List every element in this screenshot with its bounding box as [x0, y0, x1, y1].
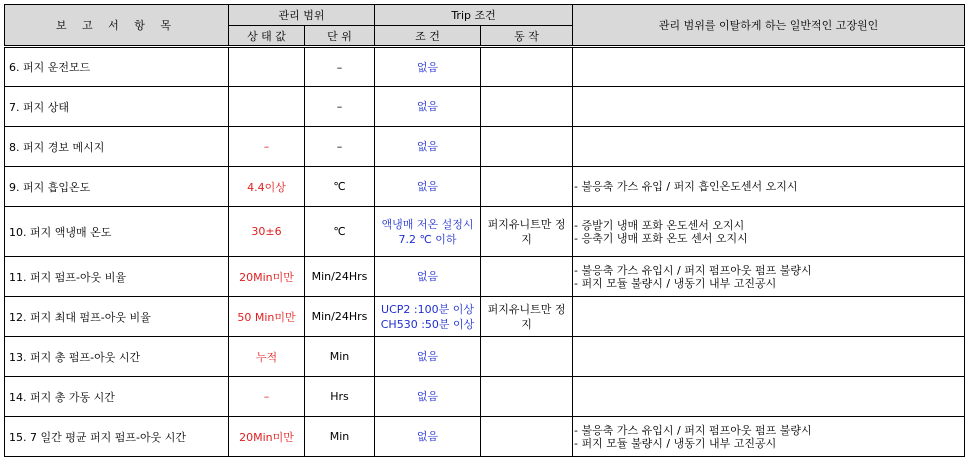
row-cause [573, 87, 965, 127]
row-status-value: – [229, 127, 305, 167]
row-condition: 없음 [375, 127, 481, 167]
row-action: 퍼지유니트만 정지 [481, 297, 573, 337]
row-item: 12. 퍼지 최대 펌프-아웃 비율 [5, 297, 229, 337]
row-condition: 없음 [375, 377, 481, 417]
row-cause [573, 207, 965, 257]
row-cause [573, 417, 965, 457]
row-cause [573, 47, 965, 87]
table-row [5, 297, 965, 337]
row-status-value: – [229, 377, 305, 417]
row-status-value [229, 47, 305, 87]
row-status-value: 20Min미만 [229, 257, 305, 297]
purge-report-table [4, 4, 965, 457]
row-item: 6. 퍼지 운전모드 [5, 47, 229, 87]
row-condition: 액냉매 저온 설정시 7.2 ℃ 이하 [375, 207, 481, 257]
row-cause [573, 297, 965, 337]
row-action: 퍼지유니트만 정지 [481, 207, 573, 257]
header-unit: 단 위 [305, 26, 375, 47]
header-report-item: 보 고 서 항 목 [5, 5, 229, 47]
row-status-value: 30±6 [229, 207, 305, 257]
table-row [5, 257, 965, 297]
table-row [5, 127, 965, 167]
row-condition: 없음 [375, 417, 481, 457]
row-status-value: 20Min미만 [229, 417, 305, 457]
table-row [5, 167, 965, 207]
row-item: 15. 7 일간 평균 퍼지 펌프-아웃 시간 [5, 417, 229, 457]
row-item: 11. 퍼지 펌프-아웃 비율 [5, 257, 229, 297]
row-condition: 없음 [375, 337, 481, 377]
cause-line: - 불응축 가스 유입 / 퍼지 흡인온도센서 오지시 [574, 180, 798, 193]
row-action [481, 47, 573, 87]
cause-line: - 퍼지 모듈 불량시 / 냉동기 내부 고진공시 [574, 276, 777, 290]
table-row [5, 207, 965, 257]
cause-line: - 응축기 냉매 포화 온도 센서 오지시 [574, 231, 748, 245]
table-row [5, 417, 965, 457]
row-cause [573, 377, 965, 417]
row-item: 14. 퍼지 총 가동 시간 [5, 377, 229, 417]
row-condition: 없음 [375, 87, 481, 127]
row-item: 8. 퍼지 경보 메시지 [5, 127, 229, 167]
row-item: 13. 퍼지 총 펌프-아웃 시간 [5, 337, 229, 377]
header-action: 동 작 [481, 26, 573, 47]
row-action [481, 257, 573, 297]
row-status-value: 50 Min미만 [229, 297, 305, 337]
header-status-value: 상 태 값 [229, 26, 305, 47]
row-status-value: 4.4이상 [229, 167, 305, 207]
header-mgmt-range: 관리 범위 [229, 5, 375, 26]
row-condition: 없음 [375, 167, 481, 207]
row-unit: Min/24Hrs [305, 257, 375, 297]
cause-line: - 불응축 가스 유입시 / 퍼지 펌프아웃 펌프 불량시 [574, 423, 812, 437]
header-trip-condition: Trip 조건 [375, 5, 573, 26]
row-cause [573, 337, 965, 377]
row-item: 9. 퍼지 흡입온도 [5, 167, 229, 207]
row-status-value [229, 87, 305, 127]
table-row [5, 47, 965, 87]
row-action [481, 87, 573, 127]
report-table-container [4, 4, 965, 457]
table-row [5, 87, 965, 127]
row-unit: ℃ [305, 167, 375, 207]
row-condition: 없음 [375, 47, 481, 87]
row-item: 10. 퍼지 액냉매 온도 [5, 207, 229, 257]
row-unit: – [305, 87, 375, 127]
row-unit: Min [305, 337, 375, 377]
row-unit: – [305, 127, 375, 167]
row-action [481, 127, 573, 167]
row-cause [573, 127, 965, 167]
row-status-value: 누적 [229, 337, 305, 377]
row-unit: Min [305, 417, 375, 457]
table-row [5, 377, 965, 417]
row-action [481, 377, 573, 417]
row-cause [573, 167, 965, 207]
row-unit: Hrs [305, 377, 375, 417]
row-condition: 없음 [375, 257, 481, 297]
row-item: 7. 퍼지 상태 [5, 87, 229, 127]
header-condition: 조 건 [375, 26, 481, 47]
table-row [5, 337, 965, 377]
row-unit: ℃ [305, 207, 375, 257]
row-action [481, 337, 573, 377]
row-action [481, 417, 573, 457]
row-unit: – [305, 47, 375, 87]
row-cause [573, 257, 965, 297]
cause-line: - 불응축 가스 유입시 / 퍼지 펌프아웃 펌프 불량시 [574, 263, 812, 277]
row-action [481, 167, 573, 207]
cause-line: - 퍼지 모듈 불량시 / 냉동기 내부 고진공시 [574, 436, 777, 450]
header-fault-cause: 관리 범위를 이탈하게 하는 일반적인 고장원인 [573, 5, 965, 47]
cause-line: - 증발기 냉매 포화 온도센서 오지시 [574, 218, 745, 232]
row-unit: Min/24Hrs [305, 297, 375, 337]
row-condition: UCP2 :100분 이상 CH530 :50분 이상 [375, 297, 481, 337]
